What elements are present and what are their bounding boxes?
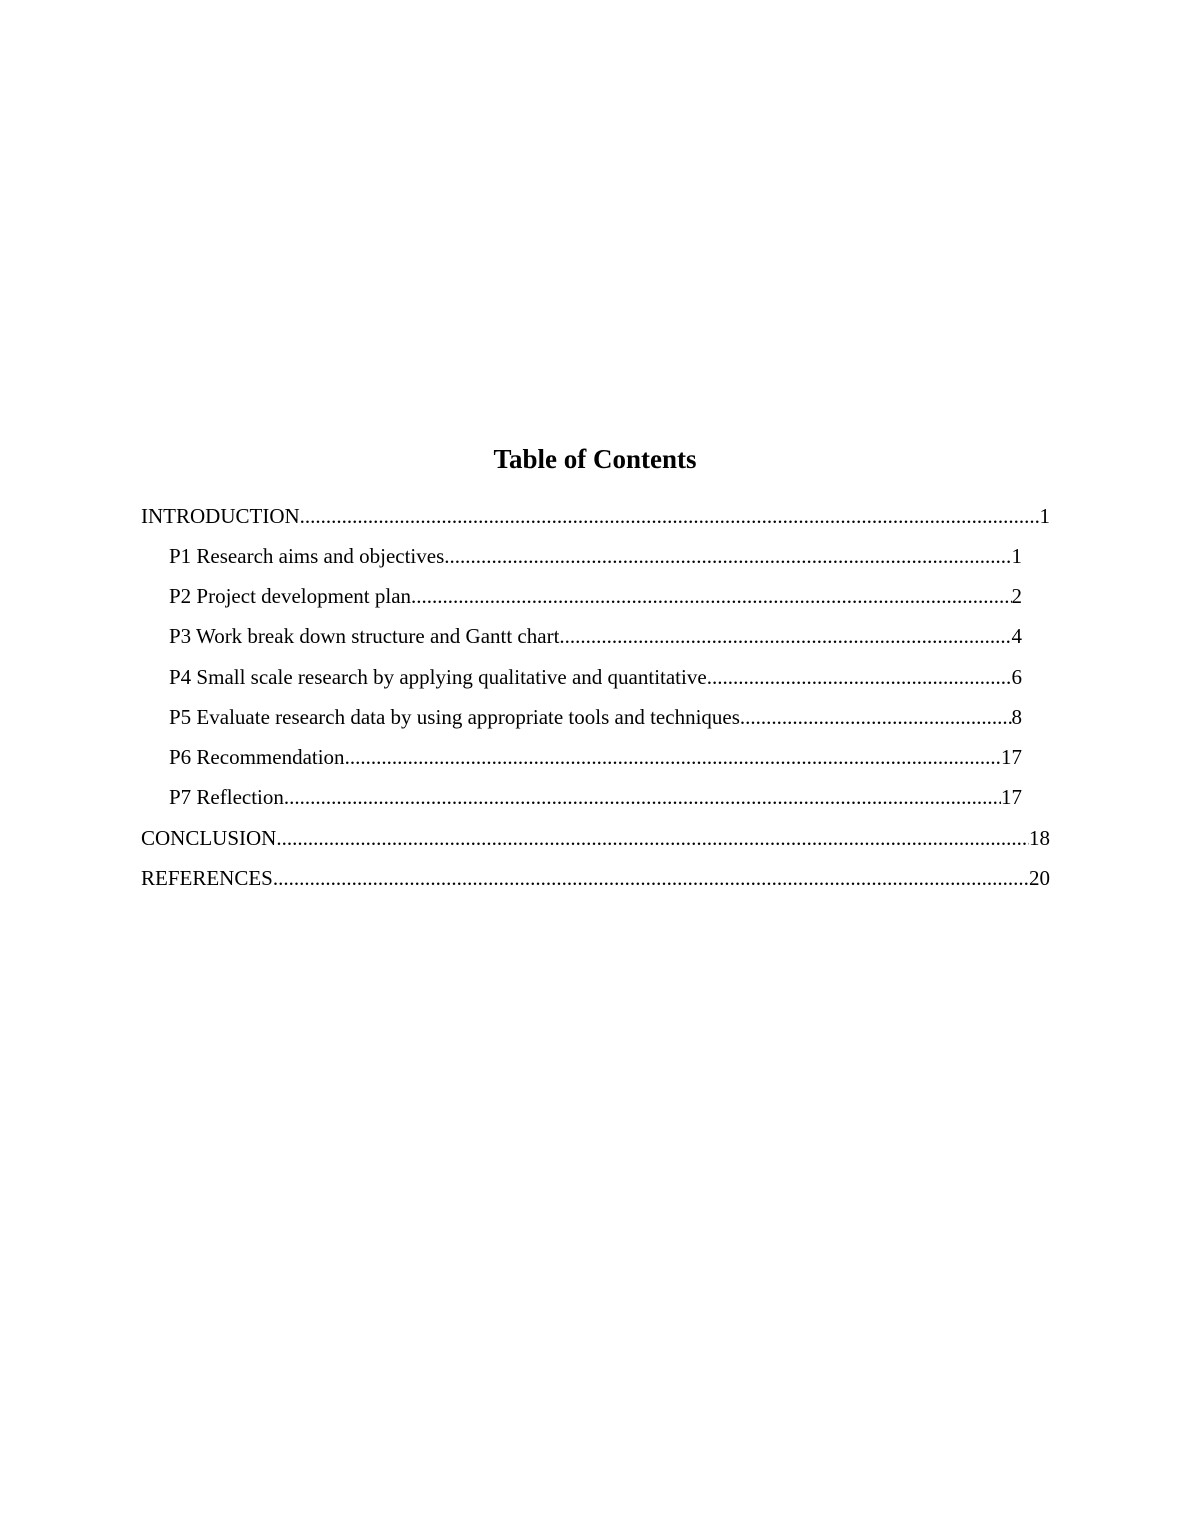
toc-page-number: 1 [1011, 544, 1022, 568]
toc-entry-introduction[interactable] [141, 502, 1050, 530]
toc-entry-label: INTRODUCTION [141, 504, 300, 528]
toc-page-number: 17 [1001, 745, 1022, 769]
toc-dot-leader [411, 582, 1011, 610]
toc-page-number: 18 [1029, 826, 1050, 850]
toc-dot-leader [740, 703, 1012, 731]
toc-title: Table of Contents [493, 444, 697, 474]
toc-entry-p1[interactable] [169, 542, 1022, 570]
toc-entry-p4[interactable] [169, 663, 1022, 691]
toc-dot-leader [276, 824, 1029, 852]
toc-entry-label: P7 Reflection [169, 785, 284, 809]
toc-entry-p7[interactable] [169, 783, 1022, 811]
toc-entry-label: P5 Evaluate research data by using appropriate tools and techniques [169, 705, 740, 729]
toc-page-number: 2 [1011, 584, 1022, 608]
toc-dot-leader [444, 542, 1011, 570]
toc-entry-label: P3 Work break down structure and Gantt chart [169, 624, 560, 648]
toc-entry-conclusion[interactable] [141, 824, 1050, 852]
toc-page-number: 8 [1011, 705, 1022, 729]
toc-dot-leader [559, 622, 1011, 650]
toc-page-number: 4 [1011, 624, 1022, 648]
toc-page-number: 20 [1029, 866, 1050, 890]
toc-page-number: 6 [1011, 665, 1022, 689]
toc-entry-p3[interactable] [169, 622, 1022, 650]
toc-entry-label: P4 Small scale research by applying qualitative and quantitative [169, 665, 707, 689]
toc-dot-leader [284, 783, 1001, 811]
toc-dot-leader [707, 663, 1012, 691]
toc-dot-leader [345, 743, 1001, 771]
toc-entry-references[interactable] [141, 864, 1050, 892]
toc-entry-p6[interactable] [169, 743, 1022, 771]
toc-entry-label: P2 Project development plan [169, 584, 412, 608]
toc-dot-leader [300, 502, 1040, 530]
toc-entry-label: REFERENCES [141, 866, 273, 890]
toc-page-number: 17 [1001, 785, 1022, 809]
toc-dot-leader [273, 864, 1029, 892]
toc-entry-label: CONCLUSION [141, 826, 277, 850]
toc-entry-label: P6 Recommendation [169, 745, 345, 769]
toc-entry-label: P1 Research aims and objectives [169, 544, 445, 568]
toc-page-number: 1 [1039, 504, 1050, 528]
toc-entry-p2[interactable] [169, 582, 1022, 610]
toc-entry-p5[interactable] [169, 703, 1022, 731]
